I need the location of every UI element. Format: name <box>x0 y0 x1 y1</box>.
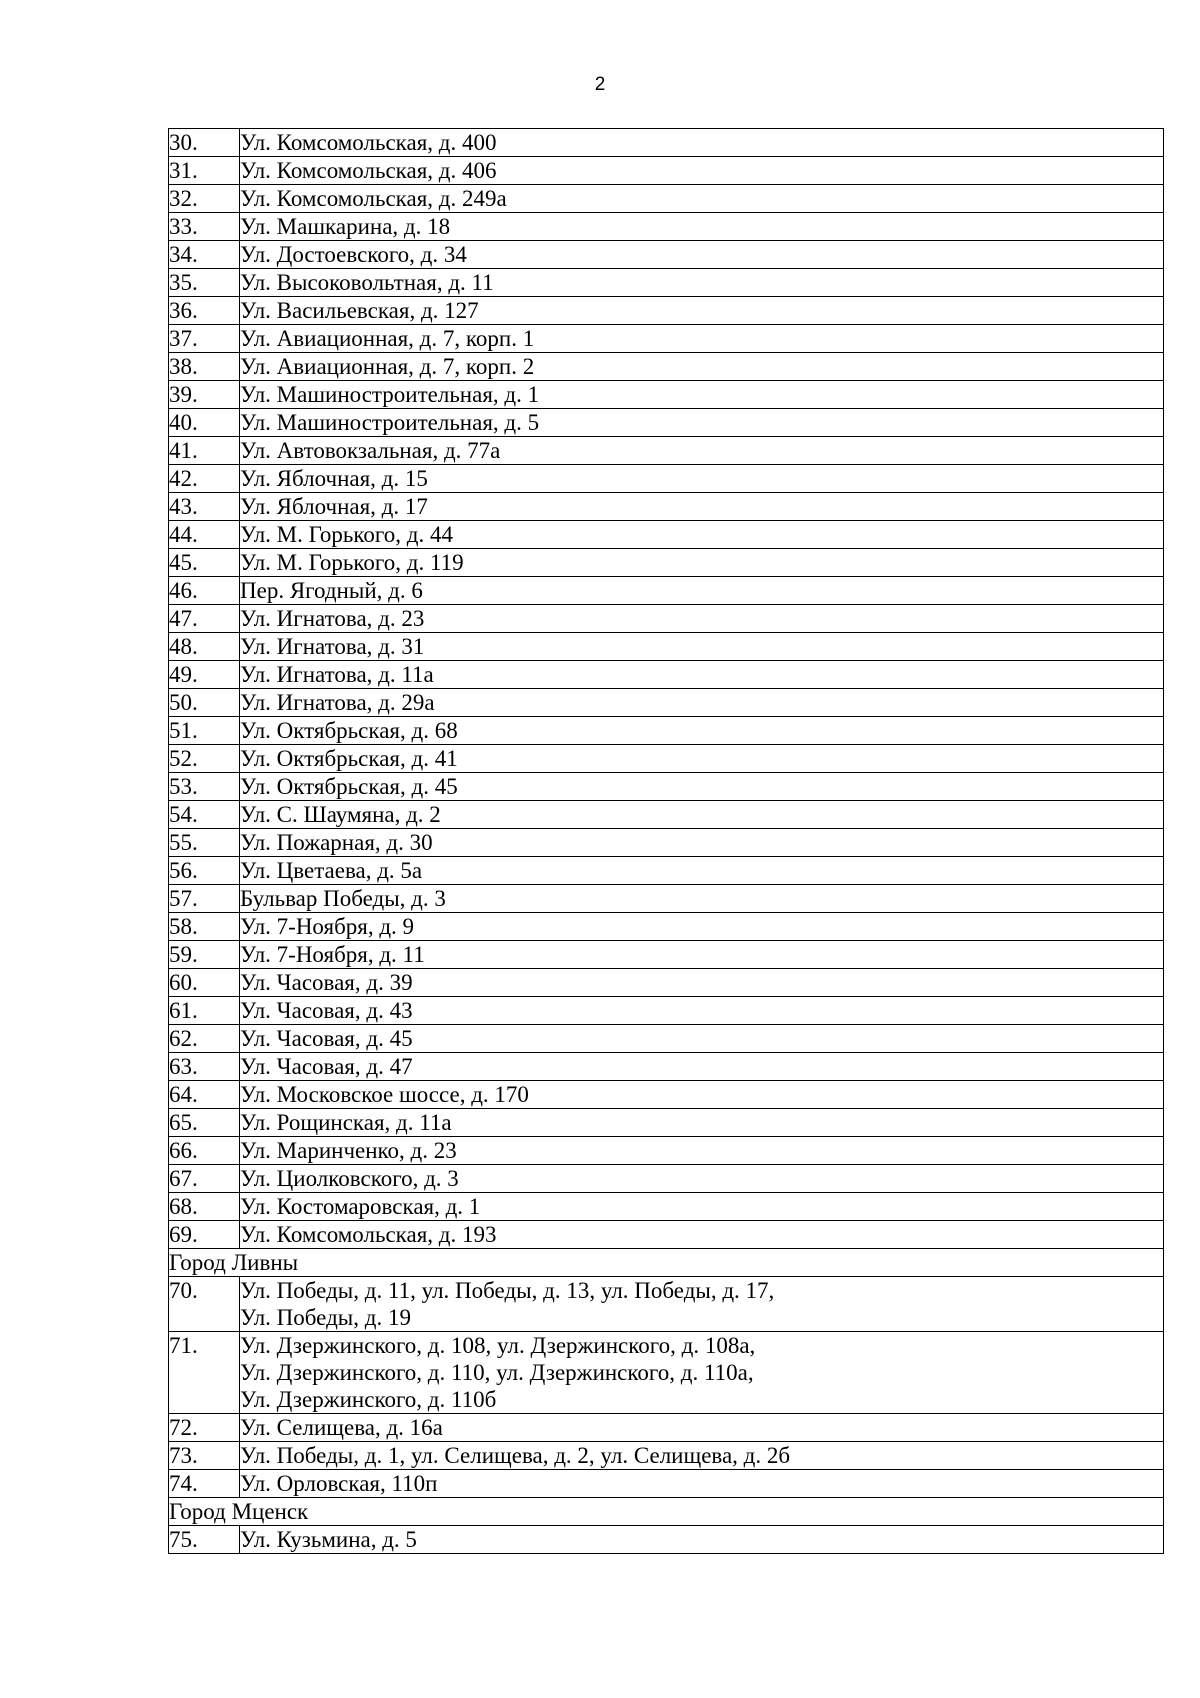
address-cell <box>240 185 1164 213</box>
address-cell <box>240 773 1164 801</box>
address-line: Ул. Селищева, д. 16а <box>240 1415 443 1440</box>
row-number: 37. <box>169 325 240 353</box>
table-row <box>169 1165 1164 1193</box>
address-cell <box>240 493 1164 521</box>
address-line: Ул. Дзержинского, д. 110, ул. Дзержинского, д. 110а, <box>240 1360 754 1385</box>
table-row <box>169 1277 1164 1332</box>
row-number: 41. <box>169 437 240 465</box>
address-line: Бульвар Победы, д. 3 <box>240 886 446 911</box>
address-line: Ул. Часовая, д. 45 <box>240 1026 413 1051</box>
row-number: 44. <box>169 521 240 549</box>
address-cell <box>240 1053 1164 1081</box>
address-line: Ул. Игнатова, д. 29а <box>240 690 435 715</box>
table-row <box>169 1332 1164 1414</box>
table-row <box>169 325 1164 353</box>
address-cell <box>240 1137 1164 1165</box>
address-cell <box>240 213 1164 241</box>
table-row <box>169 493 1164 521</box>
table-row <box>169 409 1164 437</box>
address-line: Ул. Часовая, д. 43 <box>240 998 413 1023</box>
row-number: 61. <box>169 997 240 1025</box>
address-line: Ул. Дзержинского, д. 110б <box>240 1387 497 1412</box>
row-number: 52. <box>169 745 240 773</box>
address-cell <box>240 1442 1164 1470</box>
address-line: Ул. Авиационная, д. 7, корп. 1 <box>240 326 535 351</box>
table-row <box>169 1526 1164 1554</box>
table-row <box>169 689 1164 717</box>
row-number: 35. <box>169 269 240 297</box>
address-line: Ул. Октябрьская, д. 41 <box>240 746 458 771</box>
row-number: 53. <box>169 773 240 801</box>
row-number: 60. <box>169 969 240 997</box>
address-line: Ул. Часовая, д. 47 <box>240 1054 413 1079</box>
address-line: Ул. Машиностроительная, д. 5 <box>240 410 540 435</box>
address-table <box>168 128 1164 1554</box>
table-row <box>169 773 1164 801</box>
row-number: 55. <box>169 829 240 857</box>
address-cell <box>240 353 1164 381</box>
table-row <box>169 297 1164 325</box>
row-number: 73. <box>169 1442 240 1470</box>
table-row <box>169 717 1164 745</box>
table-row <box>169 1137 1164 1165</box>
address-line: Ул. Машиностроительная, д. 1 <box>240 382 540 407</box>
page-number: 2 <box>594 74 606 95</box>
address-cell <box>240 1414 1164 1442</box>
address-cell <box>240 241 1164 269</box>
address-cell <box>240 1165 1164 1193</box>
table-row <box>169 1025 1164 1053</box>
address-cell <box>240 1081 1164 1109</box>
row-number: 71. <box>169 1332 240 1414</box>
address-line: Ул. Машкарина, д. 18 <box>240 214 451 239</box>
table-row <box>169 1221 1164 1249</box>
table-row <box>169 269 1164 297</box>
row-number: 32. <box>169 185 240 213</box>
address-cell <box>240 269 1164 297</box>
table-row <box>169 997 1164 1025</box>
address-line: Ул. 7-Ноября, д. 9 <box>240 914 415 939</box>
table-row <box>169 1081 1164 1109</box>
row-number: 68. <box>169 1193 240 1221</box>
address-cell <box>240 801 1164 829</box>
address-line: Ул. 7-Ноября, д. 11 <box>240 942 425 967</box>
row-number: 57. <box>169 885 240 913</box>
address-line: Ул. Цветаева, д. 5а <box>240 858 423 883</box>
address-cell <box>240 129 1164 157</box>
row-number: 75. <box>169 1526 240 1554</box>
table-row <box>169 633 1164 661</box>
table-row <box>169 129 1164 157</box>
address-line: Ул. Костомаровская, д. 1 <box>240 1194 481 1219</box>
address-cell <box>240 1109 1164 1137</box>
row-number: 40. <box>169 409 240 437</box>
row-number: 74. <box>169 1470 240 1498</box>
address-cell <box>240 1221 1164 1249</box>
table-row <box>169 437 1164 465</box>
table-row <box>169 1442 1164 1470</box>
address-cell <box>240 1526 1164 1554</box>
address-cell <box>240 325 1164 353</box>
city-header-row <box>169 1498 1164 1526</box>
row-number: 62. <box>169 1025 240 1053</box>
table-row <box>169 857 1164 885</box>
row-number: 66. <box>169 1137 240 1165</box>
address-line: Ул. Автовокзальная, д. 77а <box>240 438 501 463</box>
address-cell <box>240 1193 1164 1221</box>
address-cell <box>240 633 1164 661</box>
address-line: Ул. Московское шоссе, д. 170 <box>240 1082 529 1107</box>
table-row <box>169 465 1164 493</box>
row-number: 54. <box>169 801 240 829</box>
address-cell <box>240 437 1164 465</box>
table-row <box>169 913 1164 941</box>
address-line: Ул. Васильевская, д. 127 <box>240 298 479 323</box>
row-number: 33. <box>169 213 240 241</box>
city-name: Город Мценск <box>169 1498 1164 1526</box>
address-cell <box>240 409 1164 437</box>
row-number: 65. <box>169 1109 240 1137</box>
row-number: 64. <box>169 1081 240 1109</box>
address-cell <box>240 717 1164 745</box>
table-row <box>169 605 1164 633</box>
row-number: 38. <box>169 353 240 381</box>
address-cell <box>240 745 1164 773</box>
row-number: 45. <box>169 549 240 577</box>
address-cell <box>240 689 1164 717</box>
table-row <box>169 241 1164 269</box>
address-line: Ул. Комсомольская, д. 406 <box>240 158 497 183</box>
row-number: 63. <box>169 1053 240 1081</box>
address-line: Ул. Октябрьская, д. 45 <box>240 774 458 799</box>
address-line: Ул. Октябрьская, д. 68 <box>240 718 458 743</box>
address-line: Ул. Игнатова, д. 31 <box>240 634 425 659</box>
address-cell <box>240 297 1164 325</box>
address-cell <box>240 1332 1164 1414</box>
table-row <box>169 941 1164 969</box>
row-number: 58. <box>169 913 240 941</box>
address-cell <box>240 381 1164 409</box>
address-cell <box>240 605 1164 633</box>
address-line: Ул. М. Горького, д. 44 <box>240 522 453 547</box>
address-line: Ул. Рощинская, д. 11а <box>240 1110 452 1135</box>
address-line: Ул. Комсомольская, д. 400 <box>240 130 497 155</box>
table-row <box>169 885 1164 913</box>
table-row <box>169 745 1164 773</box>
table-row <box>169 353 1164 381</box>
row-number: 34. <box>169 241 240 269</box>
row-number: 30. <box>169 129 240 157</box>
address-cell <box>240 661 1164 689</box>
address-line: Ул. Комсомольская, д. 193 <box>240 1222 497 1247</box>
address-line: Ул. Маринченко, д. 23 <box>240 1138 457 1163</box>
table-row <box>169 801 1164 829</box>
table-row <box>169 577 1164 605</box>
address-table-body <box>169 129 1164 1554</box>
table-row <box>169 157 1164 185</box>
table-row <box>169 969 1164 997</box>
address-line: Ул. М. Горького, д. 119 <box>240 550 464 575</box>
table-row <box>169 549 1164 577</box>
row-number: 36. <box>169 297 240 325</box>
table-row <box>169 185 1164 213</box>
address-cell <box>240 549 1164 577</box>
address-line: Ул. Кузьмина, д. 5 <box>240 1527 417 1552</box>
address-cell <box>240 941 1164 969</box>
row-number: 48. <box>169 633 240 661</box>
row-number: 59. <box>169 941 240 969</box>
address-line: Ул. Игнатова, д. 11а <box>240 662 434 687</box>
table-row <box>169 1053 1164 1081</box>
address-line: Ул. Комсомольская, д. 249а <box>240 186 507 211</box>
table-row <box>169 829 1164 857</box>
row-number: 56. <box>169 857 240 885</box>
address-line: Ул. Достоевского, д. 34 <box>240 242 467 267</box>
address-line: Ул. Победы, д. 1, ул. Селищева, д. 2, ул. Селищева, д. 2б <box>240 1443 791 1468</box>
address-line: Ул. Игнатова, д. 23 <box>240 606 425 631</box>
table-row <box>169 1109 1164 1137</box>
address-line: Ул. Яблочная, д. 17 <box>240 494 428 519</box>
address-line: Ул. Победы, д. 19 <box>240 1305 411 1330</box>
row-number: 72. <box>169 1414 240 1442</box>
city-header-row <box>169 1249 1164 1277</box>
table-row <box>169 1193 1164 1221</box>
row-number: 67. <box>169 1165 240 1193</box>
table-row <box>169 521 1164 549</box>
row-number: 46. <box>169 577 240 605</box>
address-cell <box>240 577 1164 605</box>
table-row <box>169 1414 1164 1442</box>
address-line: Пер. Ягодный, д. 6 <box>240 578 423 603</box>
row-number: 47. <box>169 605 240 633</box>
row-number: 69. <box>169 1221 240 1249</box>
table-row <box>169 1470 1164 1498</box>
table-row <box>169 661 1164 689</box>
address-line: Ул. Яблочная, д. 15 <box>240 466 428 491</box>
address-cell <box>240 1470 1164 1498</box>
address-cell <box>240 157 1164 185</box>
address-cell <box>240 857 1164 885</box>
table-row <box>169 381 1164 409</box>
address-cell <box>240 885 1164 913</box>
address-cell <box>240 913 1164 941</box>
address-cell <box>240 465 1164 493</box>
row-number: 70. <box>169 1277 240 1332</box>
row-number: 42. <box>169 465 240 493</box>
address-line: Ул. Авиационная, д. 7, корп. 2 <box>240 354 535 379</box>
address-cell <box>240 969 1164 997</box>
address-line: Ул. Дзержинского, д. 108, ул. Дзержинского, д. 108а, <box>240 1333 756 1358</box>
row-number: 51. <box>169 717 240 745</box>
address-line: Ул. Циолковского, д. 3 <box>240 1166 459 1191</box>
address-cell <box>240 829 1164 857</box>
address-cell <box>240 1277 1164 1332</box>
row-number: 49. <box>169 661 240 689</box>
row-number: 31. <box>169 157 240 185</box>
address-line: Ул. Высоковольтная, д. 11 <box>240 270 494 295</box>
city-name: Город Ливны <box>169 1249 1164 1277</box>
address-line: Ул. Пожарная, д. 30 <box>240 830 433 855</box>
address-line: Ул. Победы, д. 11, ул. Победы, д. 13, ул. Победы, д. 17, <box>240 1278 775 1303</box>
address-cell <box>240 997 1164 1025</box>
address-line: Ул. Часовая, д. 39 <box>240 970 413 995</box>
address-cell <box>240 521 1164 549</box>
row-number: 39. <box>169 381 240 409</box>
address-line: Ул. Орловская, 110п <box>240 1471 438 1496</box>
row-number: 43. <box>169 493 240 521</box>
table-row <box>169 213 1164 241</box>
address-line: Ул. С. Шаумяна, д. 2 <box>240 802 441 827</box>
row-number: 50. <box>169 689 240 717</box>
address-cell <box>240 1025 1164 1053</box>
